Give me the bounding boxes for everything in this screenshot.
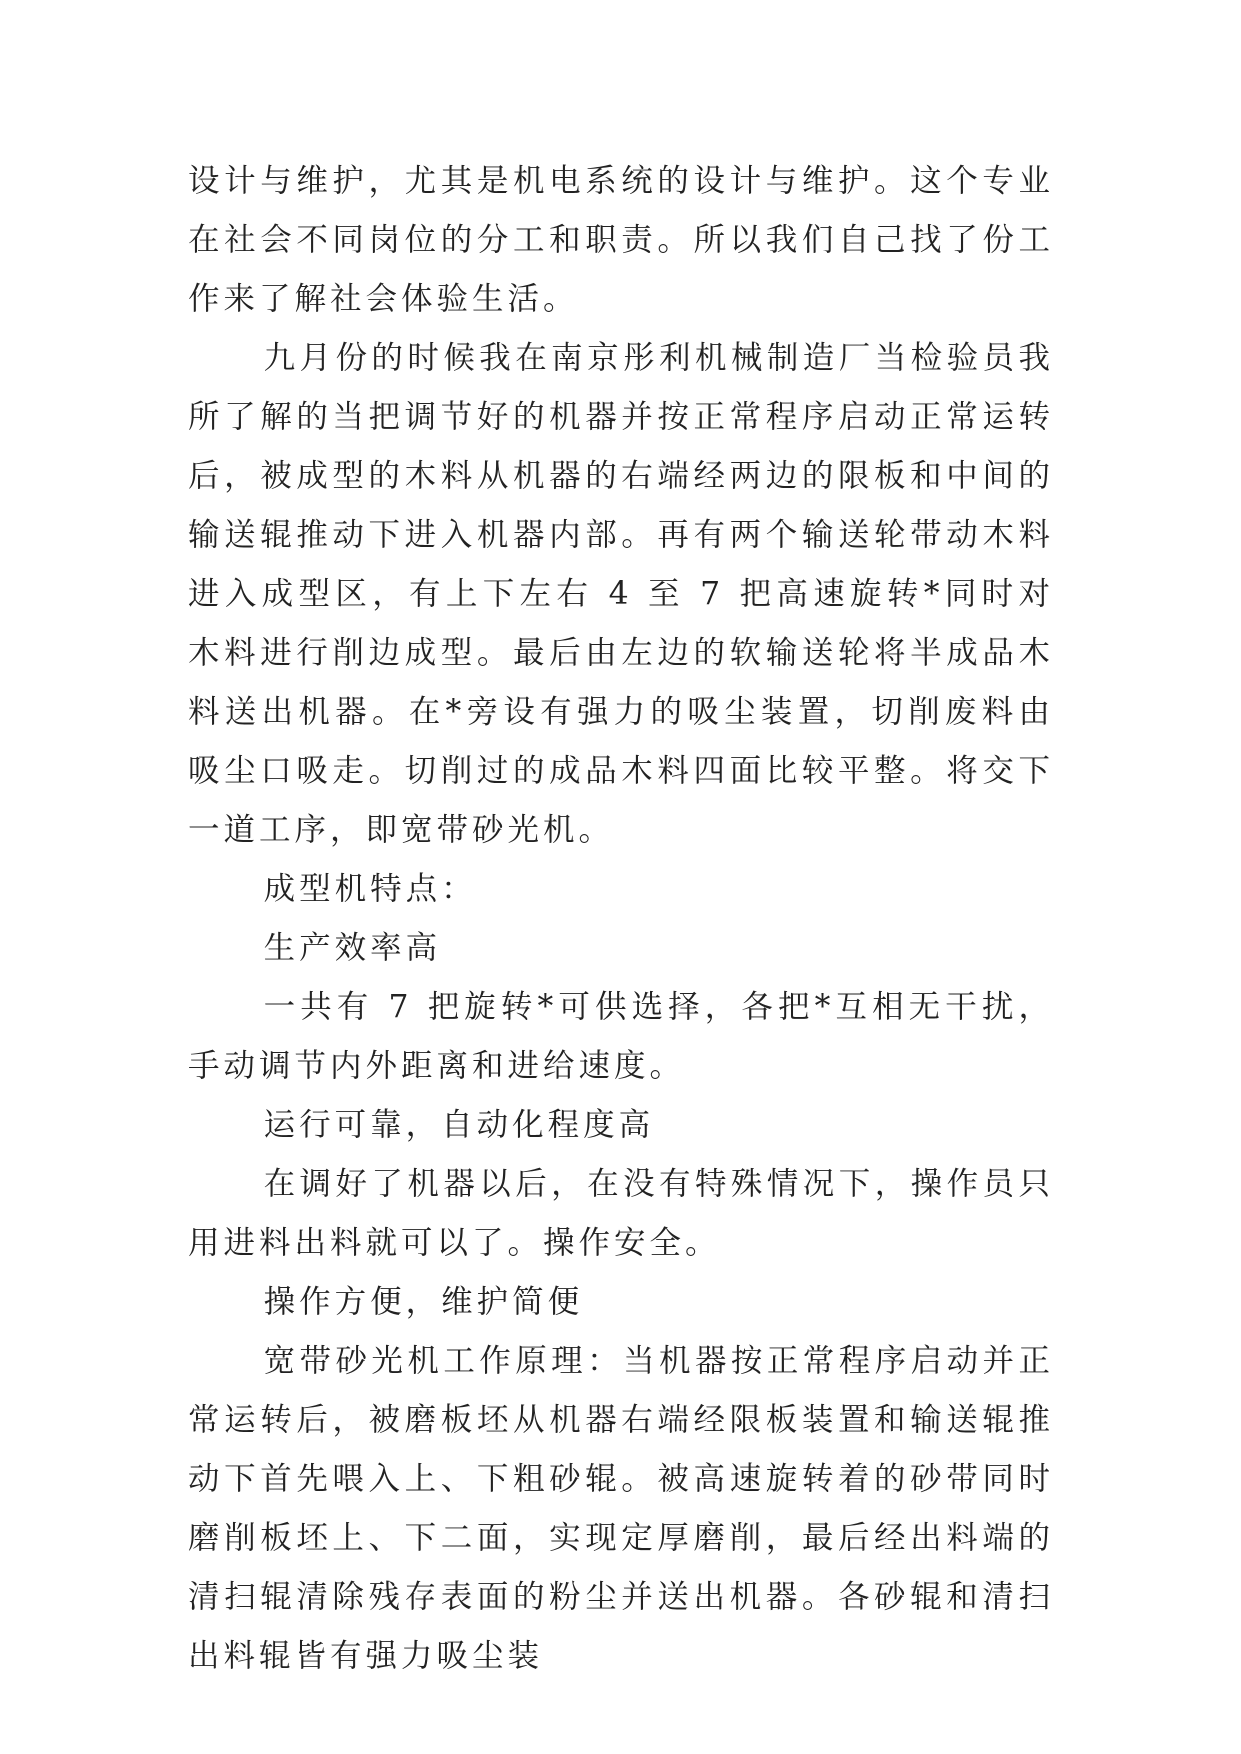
paragraph-continuation: 设计与维护，尤其是机电系统的设计与维护。这个专业在社会不同岗位的分工和职责。所以我们自己找了份工作来了解社会体验生活。 (188, 163, 1054, 317)
feature-high-efficiency-detail: 一共有 7 把旋转*可供选择，各把*互相无干扰，手动调节内外距离和进给速度。 (188, 989, 1054, 1084)
feature-reliable-automation-detail: 在调好了机器以后，在没有特殊情况下，操作员只用进料出料就可以了。操作安全。 (188, 1166, 1054, 1261)
heading-molding-machine-features: 成型机特点： (263, 871, 477, 907)
paragraph-sander-principle: 宽带砂光机工作原理：当机器按正常程序启动并正常运转后，被磨板坯从机器右端经限板装置和输送辊推动下首先喂入上、下粗砂辊。被高速旋转着的砂带同时磨削板坯上、下二面，实现定厚磨削，最后经出料端的清扫辊清除残存表面的粉尘并送出机器。各砂辊和清扫出料辊皆有强力吸尘装 (188, 1343, 1054, 1674)
document-body (188, 152, 1054, 1686)
feature-easy-operation: 操作方便，维护简便 (263, 1284, 584, 1320)
paragraph-internship-description: 九月份的时候我在南京彤利机械制造厂当检验员我所了解的当把调节好的机器并按正常程序启动正常运转后，被成型的木料从机器的右端经两边的限板和中间的输送辊推动下进入机器内部。再有两个输送轮带动木料进入成型区，有上下左右 4 至 7 把高速旋转*同时对木料进行削边成型。最后由左边的软输送轮将半成品木料送出机器。在*旁设有强力的吸尘装置，切削废料由吸尘口吸走。切削过的成品木料四面比较平整。将交下一道工序，即宽带砂光机。 (188, 340, 1054, 848)
feature-high-efficiency: 生产效率高 (263, 930, 442, 966)
feature-reliable-automation: 运行可靠，自动化程度高 (263, 1107, 655, 1143)
